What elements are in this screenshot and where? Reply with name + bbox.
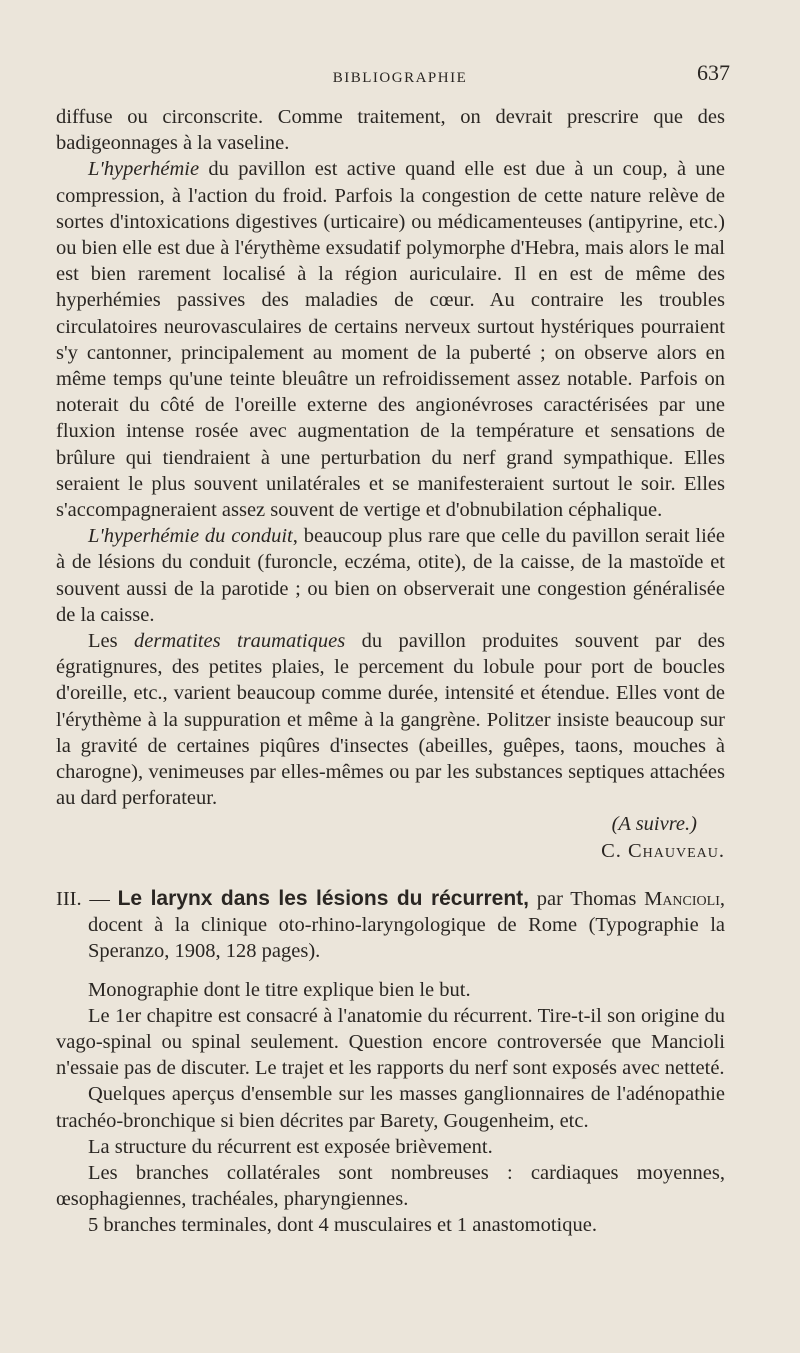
entry-title: Le larynx dans les lésions du récurrent,: [117, 886, 529, 910]
author-signature: C. Chauveau.: [601, 839, 725, 862]
review-paragraph: La structure du récurrent est exposée brièvement.: [88, 1135, 493, 1158]
italic-term: L'hyperhémie du conduit: [88, 525, 293, 548]
page-number: 637: [697, 60, 730, 85]
paragraph-text: du pavillon est active quand elle est due à un coup, à une compression, à l'action du froid. Parfois la congestion de cette nature relève de sortes d'intoxications digestives (urticaire) ou médicamenteuses (antipyrine, etc.) ou bien elle est due à l'érythème exsudatif polymorphe d'Hebra, mais alors le mal est bien rarement localisé à la région auriculaire. Il en est de même des hyperhémies passives des maladies de cœur. Au contraire les troubles circulatoires neurovasculaires de certains nerveux surtout hystériques pourraient s'y cantonner, principalement au moment de la puberté ; on observe alors en même temps qu'une teinte bleuâtre un refroidissement assez notable. Parfois on noterait du côté de l'oreille externe des angionévroses caractérisées par une fluxion intense rosée avec augmentation de la température et sensations de brûlure qui tiendraient à une perturbation du nerf grand sympathique. Elles seraient le plus souvent unilatérales et se manifesteraient surtout le soir. Elles s'accompagneraient assez souvent de vertige et d'obnubilation céphalique.: [56, 158, 725, 522]
review-paragraph: Le 1er chapitre est consacré à l'anatomie du récurrent. Tire-t-il son origine du vago-spinal ou spinal seulement. Question encore controversée que Mancioli n'essaie pas de discuter. Le trajet et les rapports du nerf sont exposés avec netteté.: [56, 1004, 725, 1080]
entry-gap: [56, 965, 725, 977]
review-paragraph: Les branches collatérales sont nombreuses : cardiaques moyennes, œsophagiennes, trachéales, pharyngiennes.: [56, 1161, 725, 1211]
paragraph-dermatites: [56, 628, 725, 811]
entry-numeral: III. —: [56, 887, 118, 910]
paragraph-continuation: diffuse ou circonscrite. Comme traitement, on devrait prescrire que des badigeonnages à la vaseline.: [56, 106, 725, 155]
to-be-continued-row: [56, 811, 725, 837]
italic-term: dermatites traumatiques: [134, 630, 346, 653]
review-entry-heading: [56, 886, 725, 965]
review-paragraph: Monographie dont le titre explique bien le but.: [88, 978, 471, 1001]
review-paragraph: 5 branches terminales, dont 4 musculaires et 1 anastomotique.: [88, 1214, 597, 1237]
paragraph-text: , beaucoup plus rare que celle du pavillon serait liée à de lésions du conduit (furoncle, eczéma, otite), de la caisse, de la mastoïde et souvent aussi de la parotide ; ou bien on observerait une congestion généralisée de la caisse.: [56, 525, 726, 626]
paragraph-hyperhemie-pavillon: [56, 156, 725, 523]
entry-author: Mancioli: [644, 887, 720, 910]
to-be-continued: (A suivre.): [611, 813, 697, 836]
running-head: [0, 60, 800, 90]
section-gap: [56, 864, 725, 886]
entry-by: par Thomas: [529, 887, 645, 910]
paragraph-text: Les: [88, 630, 135, 653]
italic-term: L'hyperhémie: [88, 158, 200, 181]
review-paragraph: Quelques aperçus d'ensemble sur les masses ganglionnaires de l'adénopathie trachéo-bronchique si bien décrites par Barety, Gougenheim, etc.: [56, 1083, 725, 1132]
entry-reference: , docent à la clinique oto-rhino-laryngologique de Rome (Typographie la Speranzo, 1908, 128 pages).: [88, 887, 725, 963]
paragraph-hyperhemie-conduit: [56, 523, 725, 628]
running-title: BIBLIOGRAPHIE: [332, 70, 468, 86]
body-text: [56, 104, 725, 1239]
paragraph-text: du pavillon produites souvent par des égratignures, des petites plaies, le percement du lobule pour port de boucles d'oreille, etc., varient beaucoup comme durée, intensité et étendue. Elles vont de l'érythème à la suppuration et même à la gangrène. Politzer insiste beaucoup sur la gravité de certaines piqûres d'insectes (abeilles, guêpes, taons, mouches à charogne), venimeuses par elles-mêmes ou par les substances septiques attachées au dard perforateur.: [56, 630, 725, 810]
